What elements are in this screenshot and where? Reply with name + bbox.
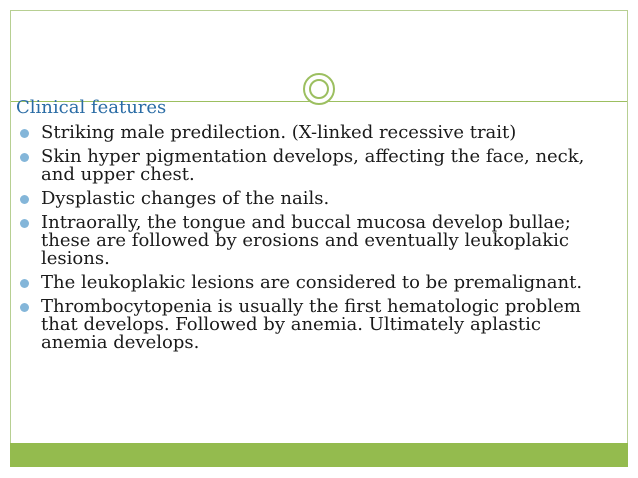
bullet-text: Dysplastic changes of the nails. bbox=[41, 188, 330, 209]
bullet-item bbox=[16, 214, 596, 268]
bullet-text: Thrombocytopenia is usually the first hematologic problem that develops. Followed by anemia. Ultimately aplastic anemia develops. bbox=[41, 296, 581, 353]
bullet-icon bbox=[20, 303, 29, 312]
bullet-item bbox=[16, 274, 596, 292]
bullet-text: Striking male predilection. (X-linked recessive trait) bbox=[41, 122, 517, 143]
slide-content bbox=[16, 96, 596, 358]
bullet-text: Intraorally, the tongue and buccal mucosa develop bullae; these are followed by erosions and eventually leukoplakic lesions. bbox=[41, 212, 571, 269]
bullet-item bbox=[16, 190, 596, 208]
bullet-text: Skin hyper pigmentation develops, affecting the face, neck, and upper chest. bbox=[41, 146, 585, 185]
footer-bar bbox=[10, 443, 628, 467]
bullet-item bbox=[16, 298, 596, 352]
bullet-item bbox=[16, 124, 596, 142]
bullet-icon bbox=[20, 129, 29, 138]
bullet-icon bbox=[20, 195, 29, 204]
bullet-text: The leukoplakic lesions are considered to be premalignant. bbox=[41, 272, 583, 293]
bullet-icon bbox=[20, 219, 29, 228]
section-heading: Clinical features bbox=[16, 97, 167, 118]
bullet-icon bbox=[20, 153, 29, 162]
bullet-icon bbox=[20, 279, 29, 288]
bullet-item bbox=[16, 148, 596, 184]
bullet-list bbox=[16, 124, 596, 352]
